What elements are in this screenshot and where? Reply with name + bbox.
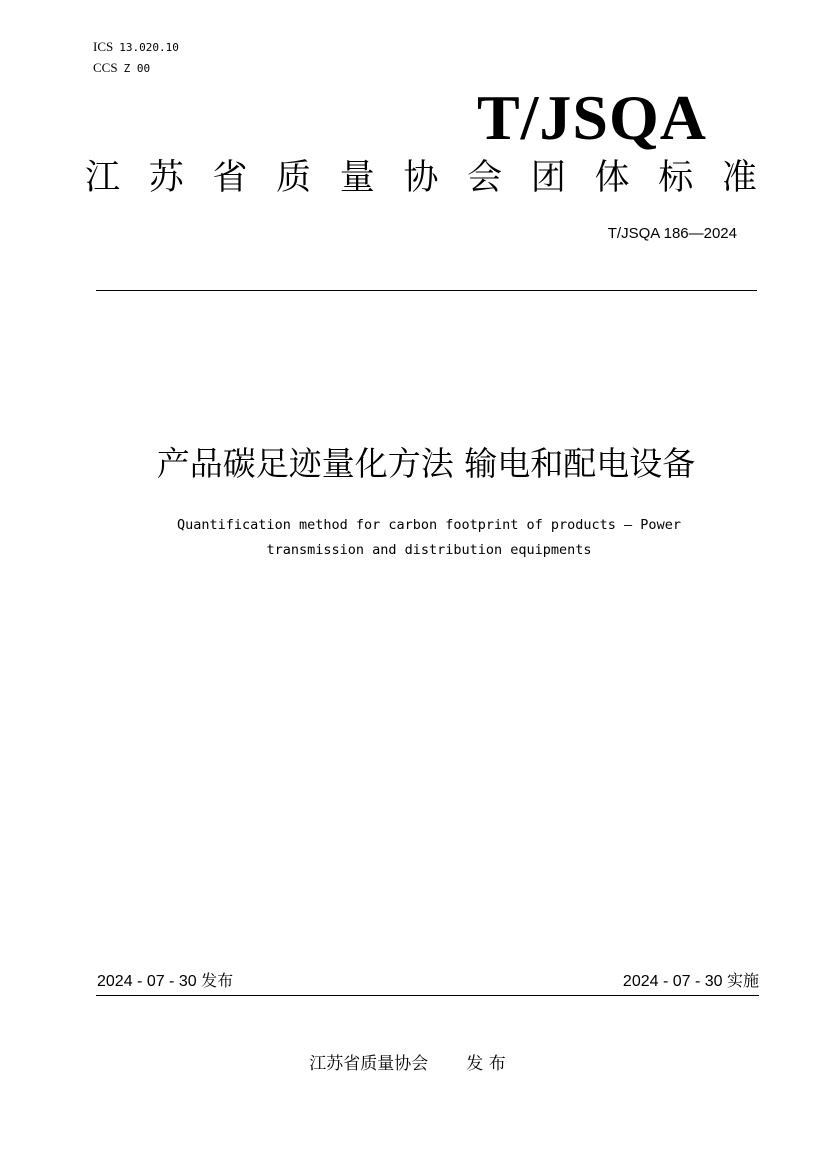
implement-date: 2024 - 07 - 30 实施 <box>622 973 759 990</box>
document-title-zh: 产品碳足迹量化方法 输电和配电设备 <box>156 444 696 483</box>
ccs-value: Z 00 <box>123 62 151 75</box>
org-title-char: 量 <box>339 158 375 198</box>
org-title-char: 协 <box>403 158 439 198</box>
org-standard-title <box>85 155 757 201</box>
org-title-char: 质 <box>276 158 312 198</box>
publisher-action: 发 布 <box>466 1054 506 1074</box>
document-title-en <box>100 513 758 563</box>
ics-value: 13.020.10 <box>119 41 179 54</box>
standard-number: T/JSQA 186—2024 <box>607 225 737 242</box>
org-title-char: 江 <box>85 158 121 198</box>
org-title-char: 团 <box>530 158 566 198</box>
org-title-char: 省 <box>212 158 248 198</box>
publisher-org: 江苏省质量协会 <box>309 1054 429 1074</box>
ics-label: ICS <box>93 39 114 54</box>
ccs-code <box>93 61 150 76</box>
standard-brand: T/JSQA <box>476 82 707 153</box>
ics-code <box>93 40 179 55</box>
org-title-char: 标 <box>658 158 694 198</box>
org-title-char: 准 <box>721 158 757 198</box>
header-divider <box>96 290 757 291</box>
org-title-char: 苏 <box>148 158 184 198</box>
org-title-char: 体 <box>594 158 630 198</box>
ccs-label: CCS <box>93 60 118 75</box>
publisher-line <box>0 1052 815 1076</box>
document-title-en-line2: transmission and distribution equipments <box>266 542 592 558</box>
document-title-en-line1: Quantification method for carbon footprint of products — Power <box>177 517 681 533</box>
org-title-char: 会 <box>467 158 503 198</box>
footer-divider <box>96 995 759 996</box>
publish-date: 2024 - 07 - 30 发布 <box>97 973 234 990</box>
